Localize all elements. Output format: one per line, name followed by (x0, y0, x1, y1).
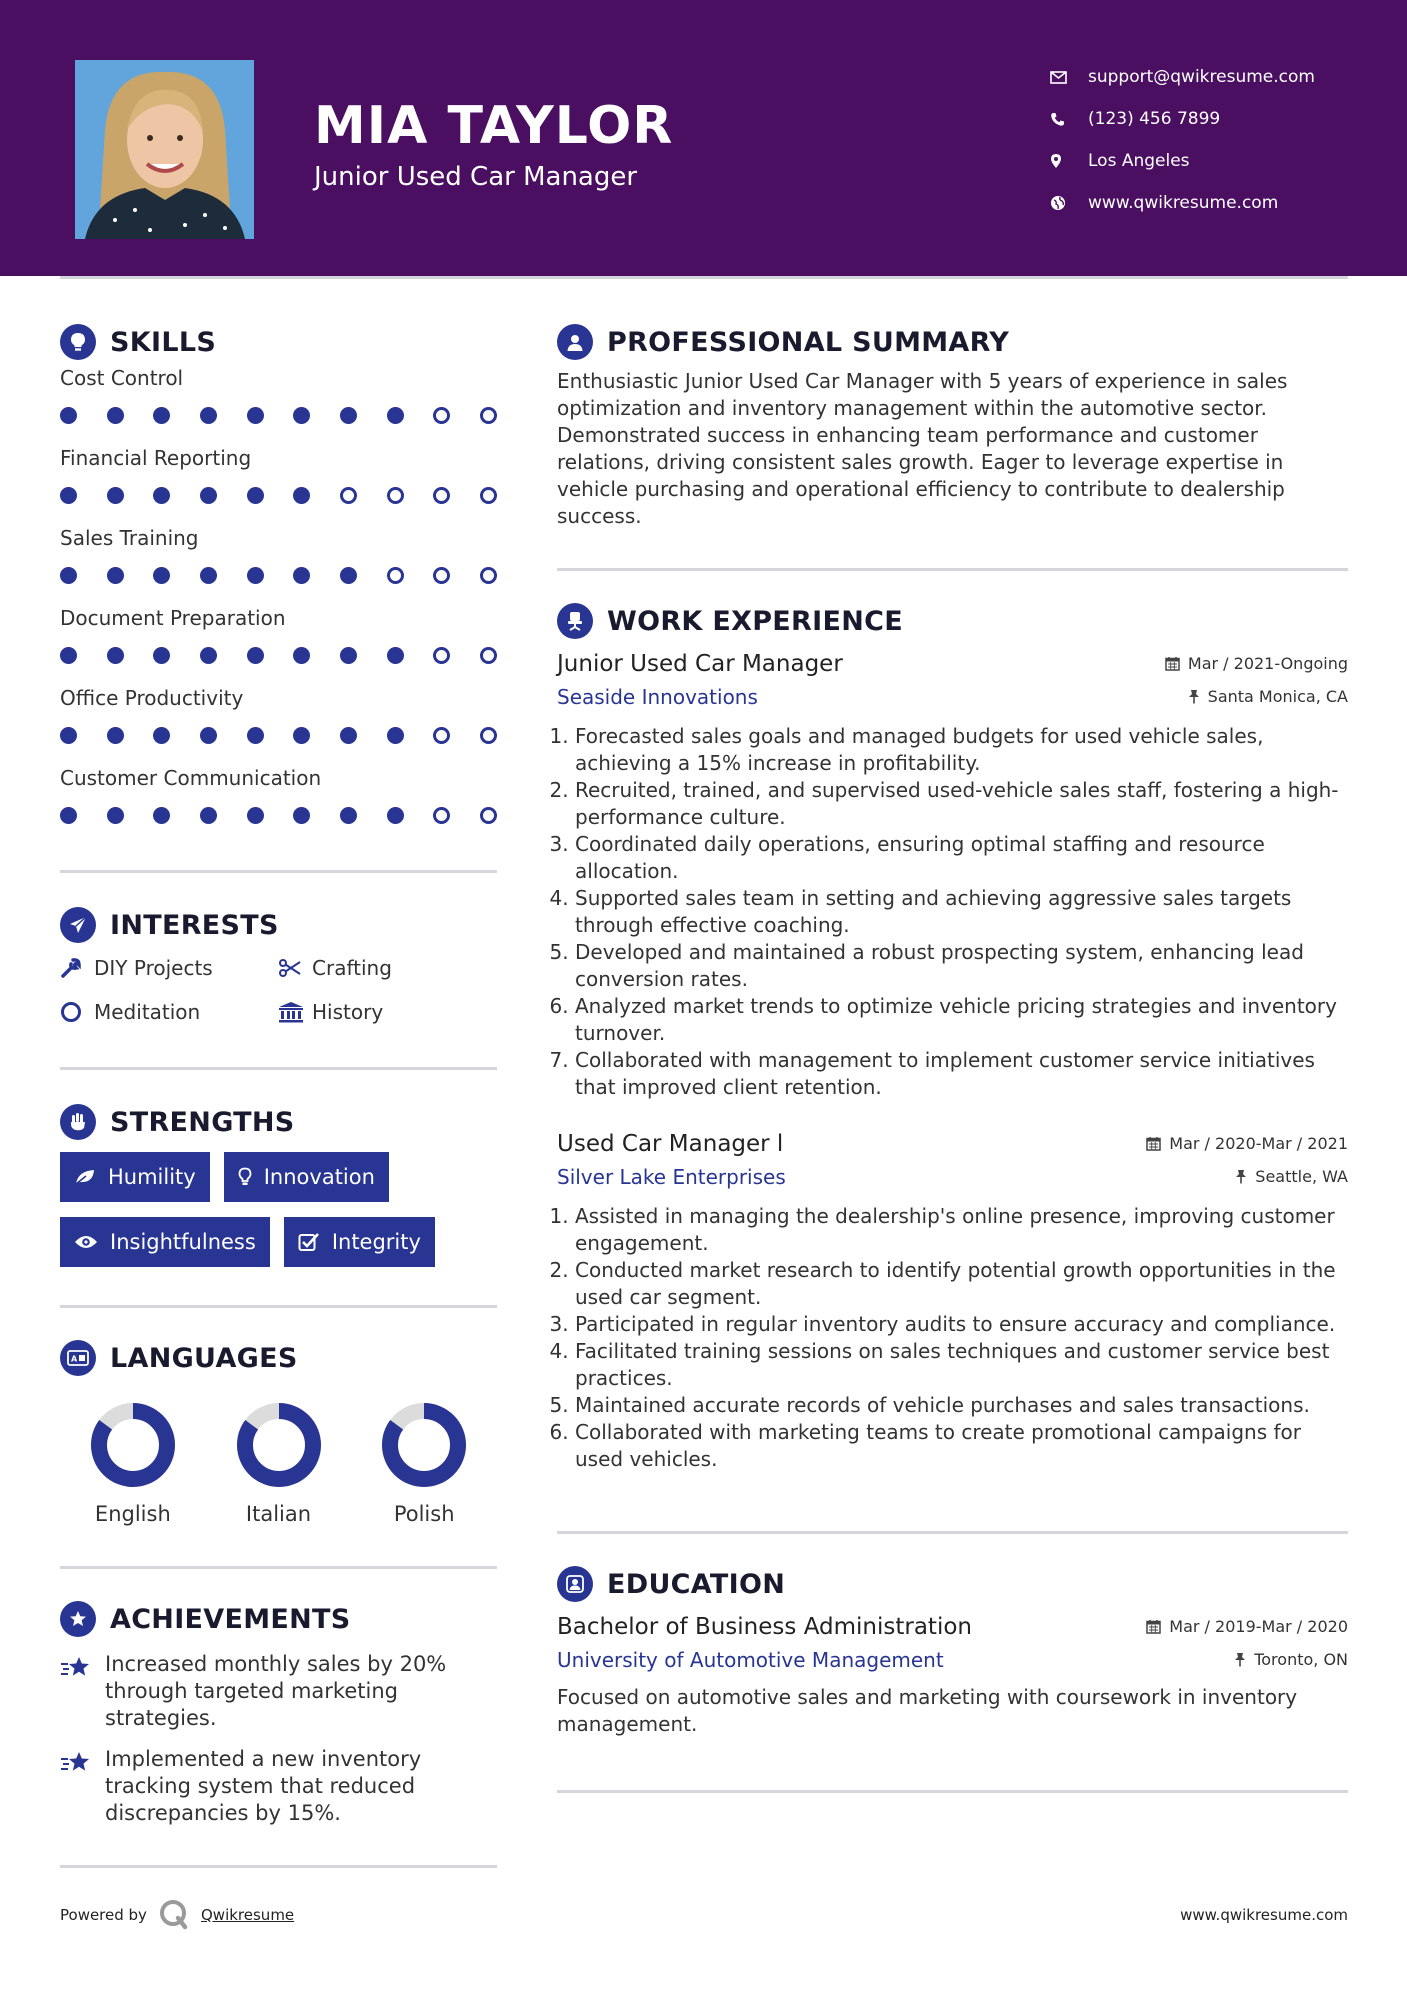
rating-dot-filled (60, 487, 77, 504)
experience-heading: WORK EXPERIENCE (557, 599, 1348, 643)
job-dates: Mar / 2020-Mar / 2021 (1169, 1134, 1348, 1153)
lightbulb-icon (60, 324, 96, 360)
rating-dot-filled (200, 727, 217, 744)
duty-item: 6. Analyzed market trends to optimize vehicle pricing strategies and inventory turnover. (575, 993, 1348, 1047)
pushpin-icon (1188, 689, 1200, 704)
rating-dot-filled (153, 567, 170, 584)
rating-dot-filled (247, 567, 264, 584)
rating-dot-filled (153, 807, 170, 824)
job-title: Used Car Manager l (557, 1131, 784, 1157)
rating-dot-filled (340, 567, 357, 584)
languages-heading: A LANGUAGES (60, 1336, 497, 1380)
rating-dot-filled (60, 807, 77, 824)
job-location: Santa Monica, CA (1207, 687, 1348, 706)
rating-dot-empty (387, 487, 404, 504)
rating-dot-empty (480, 407, 497, 424)
rating-dot-filled (247, 727, 264, 744)
interests-heading: INTERESTS (60, 903, 497, 947)
envelope-icon (1050, 71, 1088, 84)
rating-dot-filled (200, 807, 217, 824)
language-item: Italian (206, 1400, 352, 1526)
rating-dot-empty (480, 487, 497, 504)
footer (60, 1898, 1348, 1932)
rating-dot-filled (293, 487, 310, 504)
star-icon (60, 1651, 105, 1732)
rating-dot-filled (200, 647, 217, 664)
profile-photo (75, 60, 254, 239)
rating-dot-filled (200, 407, 217, 424)
language-level-ring (88, 1400, 178, 1490)
checkbox-icon (298, 1232, 320, 1252)
interest-item: Meditation (60, 997, 278, 1027)
section-divider (60, 870, 497, 873)
rating-dot-filled (387, 727, 404, 744)
header-divider (60, 276, 1348, 279)
rating-dot-filled (107, 407, 124, 424)
rating-dot-filled (340, 647, 357, 664)
skill-rating (60, 552, 497, 598)
rating-dot-empty (480, 647, 497, 664)
languages-list (60, 1400, 497, 1526)
candidate-name: MIA TAYLOR (314, 96, 674, 156)
rating-dot-filled (247, 407, 264, 424)
strength-tag: Integrity (284, 1217, 435, 1267)
contact-email[interactable]: support@qwikresume.com (1050, 56, 1315, 98)
summary-heading: PROFESSIONAL SUMMARY (557, 320, 1348, 364)
rating-dot-filled (153, 407, 170, 424)
calendar-icon (1165, 656, 1180, 671)
rating-dot-filled (153, 487, 170, 504)
skill-rating (60, 712, 497, 758)
rating-dot-filled (60, 647, 77, 664)
resume-header (0, 0, 1407, 276)
duty-item: 4. Supported sales team in setting and achieving aggressive sales targets through effective coaching. (575, 885, 1348, 939)
education-location: Toronto, ON (1254, 1650, 1348, 1669)
rating-dot-empty (433, 407, 450, 424)
left-column (60, 320, 497, 1868)
rating-dot-filled (293, 807, 310, 824)
rating-dot-filled (293, 647, 310, 664)
contact-phone[interactable]: (123) 456 7899 (1050, 98, 1315, 140)
language-item: Polish (351, 1400, 497, 1526)
summary-text: Enthusiastic Junior Used Car Manager with 5 years of experience in sales optimization and inventory management within the automotive sector. Demonstrated success in enhancing team performance and customer relations, driving consistent sales growth. Eager to leverage expertise in vehicle purchasing and operational efficiency to contribute to dealership success. (557, 369, 1288, 528)
rating-dot-filled (60, 407, 77, 424)
achievements-heading: ACHIEVEMENTS (60, 1597, 497, 1641)
strengths-heading: STRENGTHS (60, 1100, 497, 1144)
powered-by-label: Powered by (60, 1906, 147, 1924)
job-entry (557, 651, 1348, 1101)
calendar-icon (1146, 1136, 1161, 1151)
skills-heading: SKILLS (60, 320, 497, 364)
rating-dot-empty (433, 567, 450, 584)
office-chair-icon (557, 603, 593, 639)
rating-dot-filled (340, 807, 357, 824)
education-description: Focused on automotive sales and marketing with coursework in inventory management. (557, 1685, 1298, 1736)
achievement-item: Increased monthly sales by 20% through targeted marketing strategies. (60, 1651, 497, 1732)
map-pin-icon (1050, 153, 1088, 169)
pushpin-icon (1235, 1169, 1247, 1184)
duty-item: 5. Developed and maintained a robust prospecting system, enhancing lead conversion rates. (575, 939, 1348, 993)
rating-dot-filled (107, 567, 124, 584)
rating-dot-empty (433, 807, 450, 824)
job-entry (557, 1131, 1348, 1473)
rating-dot-empty (433, 647, 450, 664)
section-divider (557, 1531, 1348, 1534)
section-divider (60, 1305, 497, 1308)
rating-dot-filled (293, 407, 310, 424)
paper-plane-icon (60, 907, 96, 943)
rating-dot-filled (107, 727, 124, 744)
education-dates: Mar / 2019-Mar / 2020 (1169, 1617, 1348, 1636)
rating-dot-filled (247, 647, 264, 664)
job-location: Seattle, WA (1255, 1167, 1348, 1186)
interest-item: Crafting (278, 953, 496, 983)
circle-icon (60, 1001, 94, 1023)
company-name: Seaside Innovations (557, 685, 758, 709)
strengths-list (60, 1152, 497, 1267)
interest-item: History (278, 997, 496, 1027)
job-duties (557, 1203, 1348, 1473)
eye-icon (74, 1234, 98, 1250)
rating-dot-filled (340, 407, 357, 424)
skills-list (60, 366, 497, 838)
star-badge-icon (60, 1601, 96, 1637)
star-icon (60, 1746, 105, 1827)
skill-rating (60, 472, 497, 518)
duty-item: 3. Participated in regular inventory audits to ensure accuracy and compliance. (575, 1311, 1348, 1338)
graduate-icon (557, 1566, 593, 1602)
scissors-icon (278, 958, 312, 978)
rating-dot-empty (480, 807, 497, 824)
qwikresume-logo-icon[interactable] (158, 1898, 190, 1934)
section-divider (60, 1566, 497, 1569)
skill-rating (60, 632, 497, 678)
svg-text:A: A (71, 1354, 78, 1364)
interest-item: DIY Projects (60, 953, 278, 983)
rating-dot-filled (60, 727, 77, 744)
rating-dot-filled (60, 567, 77, 584)
duty-item: 4. Facilitated training sessions on sales techniques and customer service best practices. (575, 1338, 1348, 1392)
rating-dot-filled (153, 647, 170, 664)
rating-dot-filled (247, 487, 264, 504)
fist-icon (60, 1104, 96, 1140)
rating-dot-empty (340, 487, 357, 504)
rating-dot-filled (200, 567, 217, 584)
rating-dot-filled (107, 487, 124, 504)
interests-list (60, 953, 497, 1027)
education-heading: EDUCATION (557, 1562, 1348, 1606)
duty-item: 6. Collaborated with marketing teams to create promotional campaigns for used vehicles. (575, 1419, 1348, 1473)
language-item: English (60, 1400, 206, 1526)
skill-name: Cost Control (60, 366, 184, 390)
school-name: University of Automotive Management (557, 1648, 944, 1672)
duty-item: 7. Collaborated with management to implement customer service initiatives that improved client retention. (575, 1047, 1348, 1101)
duty-item: 2. Conducted market research to identify potential growth opportunities in the used car segment. (575, 1257, 1348, 1311)
rating-dot-filled (107, 807, 124, 824)
bank-icon (278, 1001, 312, 1023)
company-name: Silver Lake Enterprises (557, 1165, 786, 1189)
rating-dot-filled (387, 647, 404, 664)
rating-dot-empty (480, 727, 497, 744)
leaf-icon (74, 1168, 96, 1186)
degree-name: Bachelor of Business Administration (557, 1614, 972, 1640)
skill-rating (60, 392, 497, 438)
rating-dot-filled (247, 807, 264, 824)
rating-dot-filled (340, 727, 357, 744)
contact-website[interactable]: www.qwikresume.com (1050, 182, 1315, 224)
contact-location: Los Angeles (1050, 140, 1315, 182)
skill-name: Document Preparation (60, 606, 286, 630)
education-entry (557, 1614, 1348, 1738)
skill-name: Customer Communication (60, 766, 322, 790)
strength-tag: Humility (60, 1152, 210, 1202)
footer-website-link[interactable]: www.qwikresume.com (1180, 1906, 1348, 1924)
strength-tag: Insightfulness (60, 1217, 270, 1267)
job-duties (557, 723, 1348, 1101)
duty-item: 1. Assisted in managing the dealership's online presence, improving customer engagement. (575, 1203, 1348, 1257)
rating-dot-empty (433, 487, 450, 504)
language-level-ring (379, 1400, 469, 1490)
job-title: Junior Used Car Manager (557, 651, 843, 677)
rating-dot-filled (293, 567, 310, 584)
right-column (557, 320, 1348, 1793)
lightbulb-icon (238, 1167, 252, 1187)
skill-rating (60, 792, 497, 838)
wrench-icon (60, 957, 94, 979)
strength-tag: Innovation (224, 1152, 389, 1202)
language-level-ring (234, 1400, 324, 1490)
contact-list (1050, 56, 1315, 224)
section-divider (557, 568, 1348, 571)
duty-item: 5. Maintained accurate records of vehicle purchases and sales transactions. (575, 1392, 1348, 1419)
language-card-icon (60, 1340, 96, 1376)
rating-dot-filled (387, 407, 404, 424)
rating-dot-filled (387, 807, 404, 824)
pushpin-icon (1234, 1652, 1246, 1667)
skill-name: Office Productivity (60, 686, 244, 710)
globe-icon (1050, 195, 1088, 211)
skill-name: Sales Training (60, 526, 199, 550)
section-divider (60, 1067, 497, 1070)
rating-dot-filled (153, 727, 170, 744)
rating-dot-empty (433, 727, 450, 744)
rating-dot-filled (107, 647, 124, 664)
section-divider (557, 1790, 1348, 1793)
rating-dot-empty (480, 567, 497, 584)
achievement-item: Implemented a new inventory tracking system that reduced discrepancies by 15%. (60, 1746, 497, 1827)
duty-item: 3. Coordinated daily operations, ensuring optimal staffing and resource allocation. (575, 831, 1348, 885)
duty-item: 2. Recruited, trained, and supervised used-vehicle sales staff, fostering a high-performance culture. (575, 777, 1348, 831)
qwikresume-link[interactable]: Qwikresume (201, 1906, 295, 1924)
user-icon (557, 324, 593, 360)
job-dates: Mar / 2021-Ongoing (1187, 654, 1348, 673)
rating-dot-empty (387, 567, 404, 584)
duty-item: 1. Forecasted sales goals and managed budgets for used vehicle sales, achieving a 15% increase in profitability. (575, 723, 1348, 777)
calendar-icon (1146, 1619, 1161, 1634)
skill-name: Financial Reporting (60, 446, 252, 470)
rating-dot-filled (200, 487, 217, 504)
candidate-title: Junior Used Car Manager (314, 162, 638, 192)
rating-dot-filled (293, 727, 310, 744)
phone-icon (1050, 112, 1088, 127)
section-divider (60, 1865, 497, 1868)
